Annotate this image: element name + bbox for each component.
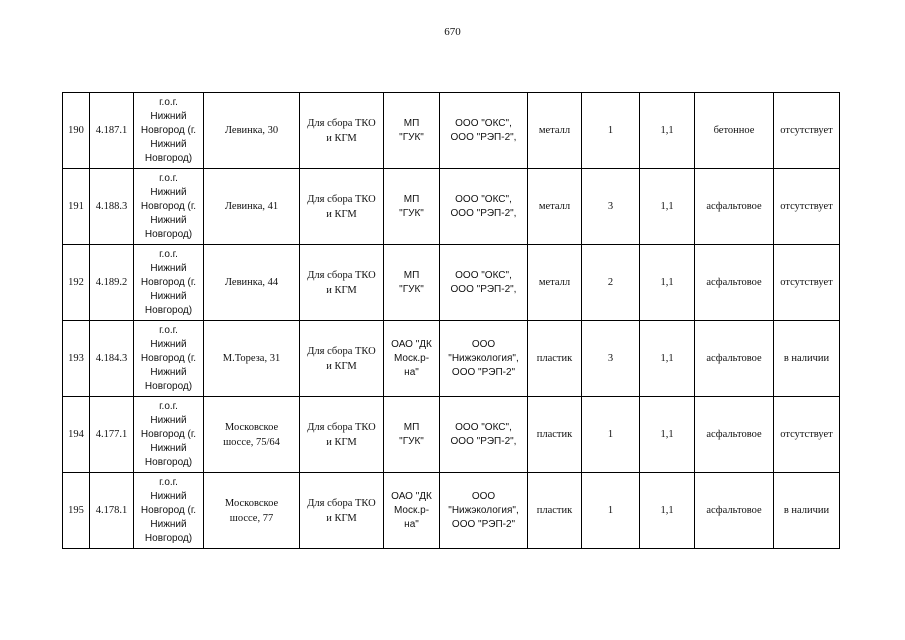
cell-fence: отсутствует (774, 397, 840, 473)
cell-container-count: 3 (582, 321, 640, 397)
cell-municipality: г.о.г. Нижний Новгород (г. Нижний Новгород) (134, 473, 204, 549)
table-row (63, 321, 840, 397)
table-row (63, 245, 840, 321)
cell-fence: в наличии (774, 321, 840, 397)
cell-address: Левинка, 41 (204, 169, 300, 245)
cell-balance-holder: МП "ГУК" (384, 397, 440, 473)
registry-table (62, 92, 840, 549)
cell-purpose: Для сбора ТКО и КГМ (300, 245, 384, 321)
cell-fence: отсутствует (774, 93, 840, 169)
cell-container-material: металл (528, 169, 582, 245)
cell-municipality: г.о.г. Нижний Новгород (г. Нижний Новгород) (134, 169, 204, 245)
table-row (63, 473, 840, 549)
cell-operator: ООО "Нижэкология", ООО "РЭП-2" (440, 473, 528, 549)
cell-operator: ООО "ОКС", ООО "РЭП-2", (440, 93, 528, 169)
cell-site-code: 4.188.3 (90, 169, 134, 245)
cell-balance-holder: МП "ГУК" (384, 169, 440, 245)
cell-row-number: 192 (63, 245, 90, 321)
cell-site-code: 4.177.1 (90, 397, 134, 473)
cell-container-count: 1 (582, 397, 640, 473)
cell-site-code: 4.189.2 (90, 245, 134, 321)
cell-site-code: 4.178.1 (90, 473, 134, 549)
cell-address: Московское шоссе, 75/64 (204, 397, 300, 473)
cell-address: М.Тореза, 31 (204, 321, 300, 397)
table-row (63, 397, 840, 473)
cell-container-volume: 1,1 (640, 245, 695, 321)
cell-fence: отсутствует (774, 169, 840, 245)
cell-address: Московское шоссе, 77 (204, 473, 300, 549)
cell-surface-type: асфальтовое (695, 245, 774, 321)
cell-site-code: 4.187.1 (90, 93, 134, 169)
table-row (63, 93, 840, 169)
cell-municipality: г.о.г. Нижний Новгород (г. Нижний Новгород) (134, 245, 204, 321)
cell-container-count: 1 (582, 473, 640, 549)
cell-surface-type: асфальтовое (695, 169, 774, 245)
cell-operator: ООО "ОКС", ООО "РЭП-2", (440, 169, 528, 245)
cell-operator: ООО "Нижэкология", ООО "РЭП-2" (440, 321, 528, 397)
cell-surface-type: асфальтовое (695, 397, 774, 473)
cell-municipality: г.о.г. Нижний Новгород (г. Нижний Новгород) (134, 321, 204, 397)
table-row (63, 169, 840, 245)
cell-operator: ООО "ОКС", ООО "РЭП-2", (440, 245, 528, 321)
cell-row-number: 194 (63, 397, 90, 473)
cell-container-volume: 1,1 (640, 321, 695, 397)
cell-surface-type: бетонное (695, 93, 774, 169)
cell-purpose: Для сбора ТКО и КГМ (300, 169, 384, 245)
cell-row-number: 190 (63, 93, 90, 169)
page-number: 670 (444, 26, 461, 38)
cell-municipality: г.о.г. Нижний Новгород (г. Нижний Новгород) (134, 93, 204, 169)
cell-container-volume: 1,1 (640, 397, 695, 473)
cell-address: Левинка, 30 (204, 93, 300, 169)
cell-container-material: металл (528, 93, 582, 169)
cell-surface-type: асфальтовое (695, 473, 774, 549)
cell-purpose: Для сбора ТКО и КГМ (300, 93, 384, 169)
cell-container-material: пластик (528, 397, 582, 473)
cell-site-code: 4.184.3 (90, 321, 134, 397)
cell-container-volume: 1,1 (640, 473, 695, 549)
cell-purpose: Для сбора ТКО и КГМ (300, 397, 384, 473)
cell-container-volume: 1,1 (640, 93, 695, 169)
cell-surface-type: асфальтовое (695, 321, 774, 397)
cell-purpose: Для сбора ТКО и КГМ (300, 473, 384, 549)
cell-municipality: г.о.г. Нижний Новгород (г. Нижний Новгород) (134, 397, 204, 473)
cell-balance-holder: МП "ГУК" (384, 93, 440, 169)
cell-operator: ООО "ОКС", ООО "РЭП-2", (440, 397, 528, 473)
cell-balance-holder: ОАО "ДК Моск.р- на" (384, 473, 440, 549)
cell-row-number: 191 (63, 169, 90, 245)
cell-container-material: металл (528, 245, 582, 321)
cell-row-number: 193 (63, 321, 90, 397)
cell-row-number: 195 (63, 473, 90, 549)
cell-address: Левинка, 44 (204, 245, 300, 321)
cell-fence: в наличии (774, 473, 840, 549)
cell-container-count: 1 (582, 93, 640, 169)
cell-container-count: 2 (582, 245, 640, 321)
cell-balance-holder: МП "ГУК" (384, 245, 440, 321)
cell-container-volume: 1,1 (640, 169, 695, 245)
cell-container-material: пластик (528, 321, 582, 397)
cell-container-material: пластик (528, 473, 582, 549)
cell-fence: отсутствует (774, 245, 840, 321)
cell-container-count: 3 (582, 169, 640, 245)
cell-balance-holder: ОАО "ДК Моск.р- на" (384, 321, 440, 397)
cell-purpose: Для сбора ТКО и КГМ (300, 321, 384, 397)
